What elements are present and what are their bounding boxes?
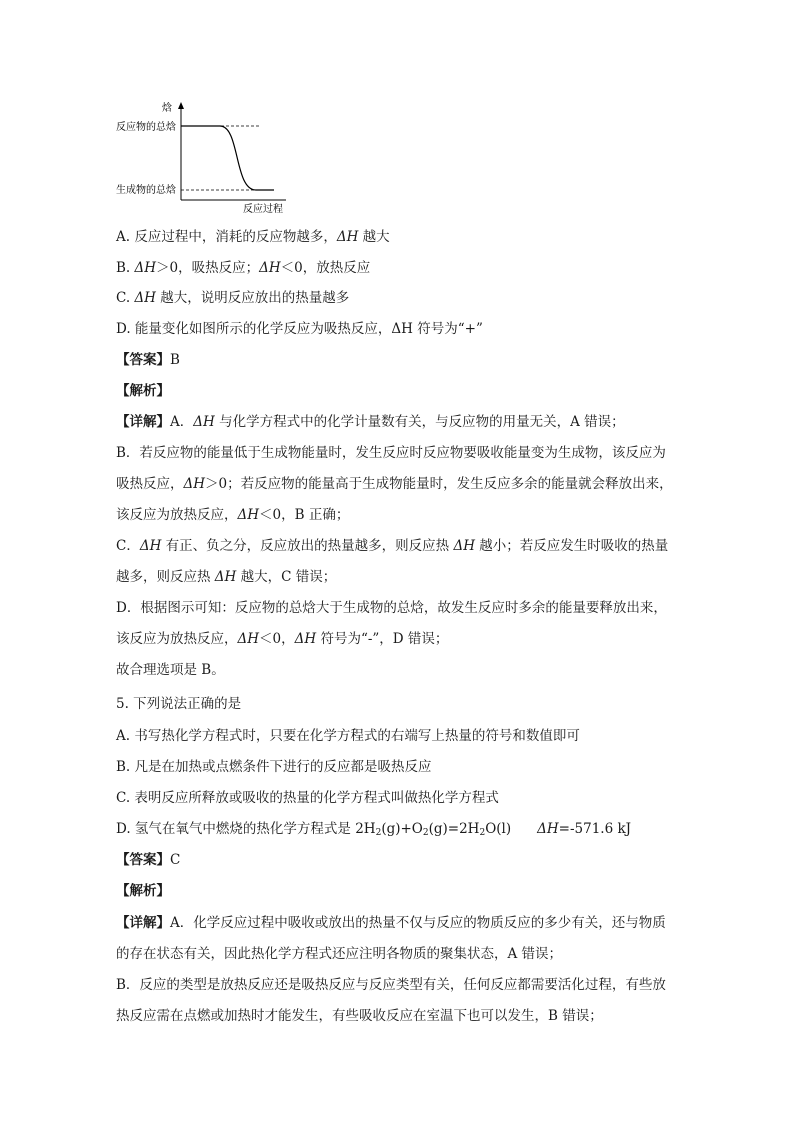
q5-analysis-heading: 【解析】 [116, 883, 170, 899]
product-enthalpy-label: 生成物的总焓 [116, 185, 176, 196]
q4-detail-line-5: C．ΔH 有正、负之分，反应放出的热量越多，则反应热 ΔH 越小；若反应发生时吸收的热量 [116, 538, 669, 554]
q5-detail-line-3: B．反应的类型是放热反应还是吸热反应与反应类型有关，任何反应都需要活化过程，有些放 [116, 977, 666, 993]
q5-option-b: B. 凡是在加热或点燃条件下进行的反应都是吸热反应 [116, 759, 432, 775]
energy-curve [181, 126, 274, 190]
q4-answer: 【答案】B [116, 352, 180, 368]
reactant-enthalpy-label: 反应物的总焓 [116, 122, 176, 133]
q5-stem: 5. 下列说法正确的是 [116, 696, 242, 712]
q5-detail-line-2: 的存在状态有关，因此热化学方程式还应注明各物质的聚集状态，A 错误； [116, 946, 563, 962]
q4-analysis-heading: 【解析】 [116, 383, 170, 399]
q5-detail-line-4: 热反应需在点燃或加热时才能发生，有些吸收反应在室温下也可以发生，B 错误； [116, 1008, 603, 1024]
q4-option-c: C. ΔH 越大，说明反应放出的热量越多 [116, 290, 350, 306]
q5-detail-line-1: 【详解】A．化学反应过程中吸收或放出的热量不仅与反应的物质反应的多少有关，还与物质 [116, 915, 666, 931]
q5-option-d: D. 氢气在氧气中燃烧的热化学方程式是 $2H_2(g)+O_2(g)=2H_2O(l)$ ΔH=-571.6 kJ [116, 821, 632, 838]
q4-detail-line-1: 【详解】A．ΔH 与化学方程式中的化学计量数有关，与反应物的用量无关，A 错误； [116, 414, 625, 430]
q4-option-a: A. 反应过程中，消耗的反应物越多，ΔH 越大 [116, 229, 390, 245]
q4-detail-line-8: 该反应为放热反应，ΔH＜0，ΔH 符号为“-”，D 错误； [116, 631, 449, 647]
q4-detail-line-4: 该反应为放热反应，ΔH＜0，B 正确； [116, 507, 350, 523]
q5-answer: 【答案】C [116, 852, 181, 868]
q4-detail-line-2: B．若反应物的能量低于生成物能量时，发生反应时反应物要吸收能量变为生成物，该反应为 [116, 445, 666, 461]
x-axis-label: 反应过程 [243, 204, 283, 215]
q4-conclusion: 故合理选项是 B。 [116, 662, 225, 678]
q4-detail-line-7: D．根据图示可知：反应物的总焓大于生成物的总焓，故发生反应时多余的能量要释放出来， [116, 600, 667, 616]
q5-option-c: C. 表明反应所释放或吸收的热量的化学方程式叫做热化学方程式 [116, 790, 499, 806]
q4-detail-line-3: 吸热反应，ΔH＞0；若反应物的能量高于生成物能量时，发生反应多余的能量就会释放出来， [116, 476, 673, 492]
q4-option-d: D. 能量变化如图所示的化学反应为吸热反应，ΔH 符号为“+” [116, 321, 483, 337]
enthalpy-diagram [110, 96, 310, 218]
q4-detail-line-6: 越多，则反应热 ΔH 越大，C 错误； [116, 569, 337, 585]
q5-option-a: A. 书写热化学方程式时，只要在化学方程式的右端写上热量的符号和数值即可 [116, 728, 580, 744]
q4-option-b: B. ΔH＞0，吸热反应；ΔH＜0，放热反应 [116, 260, 371, 276]
y-axis-arrow [178, 102, 184, 109]
y-axis-label: 焓 [162, 103, 172, 114]
